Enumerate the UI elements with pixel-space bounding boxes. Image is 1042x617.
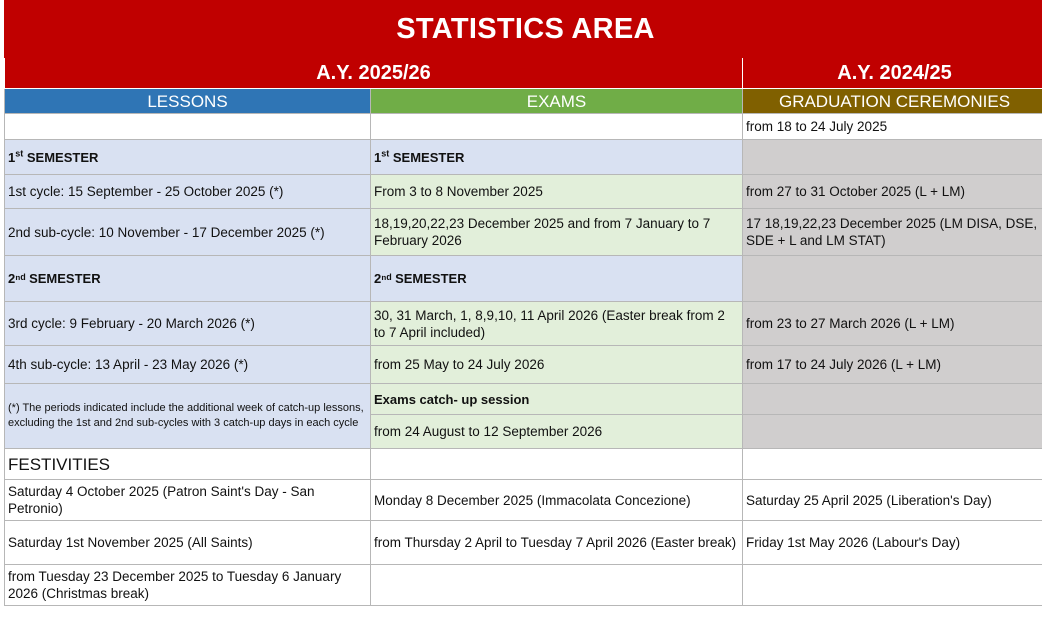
festivity-cell[interactable]: Saturday 4 October 2025 (Patron Saint's Day - San Petronio) xyxy=(5,480,371,521)
empty-cell[interactable] xyxy=(743,140,1042,175)
semester1-number: 1 xyxy=(374,149,382,165)
festivity-cell[interactable]: Saturday 1st November 2025 (All Saints) xyxy=(5,521,371,565)
graduation-header: GRADUATION CEREMONIES xyxy=(743,89,1042,114)
cycle3-cell[interactable]: 3rd cycle: 9 February - 20 March 2026 (*) xyxy=(5,302,371,346)
exams-header: EXAMS xyxy=(371,89,743,114)
semester1-exams-cell[interactable] xyxy=(371,140,743,175)
ay-previous-header: A.Y. 2024/25 xyxy=(743,58,1042,89)
festivity-cell[interactable]: Friday 1st May 2026 (Labour's Day) xyxy=(743,521,1042,565)
empty-cell[interactable] xyxy=(743,384,1042,415)
cycle1-cell[interactable]: 1st cycle: 15 September - 25 October 2025 (*) xyxy=(5,175,371,209)
empty-cell[interactable] xyxy=(743,256,1042,302)
festivities-label[interactable]: FESTIVITIES xyxy=(5,449,371,480)
semester1-sup: st xyxy=(381,148,390,159)
festivity-cell[interactable] xyxy=(743,565,1042,606)
semester1-number: 1 xyxy=(8,149,16,165)
note-cell[interactable]: (*) The periods indicated include the additional week of catch-up lessons, excluding the 1st and 2nd sub-cycles with 3 catch-up days in each cycle xyxy=(5,384,371,449)
semester2-sup: ⁿᵈ xyxy=(381,271,392,286)
exam2-cell[interactable]: 18,19,20,22,23 December 2025 and from 7 January to 7 February 2026 xyxy=(371,209,743,256)
subcycle2-cell[interactable]: 2nd sub-cycle: 10 November - 17 December 2025 (*) xyxy=(5,209,371,256)
semester1-label: SEMESTER xyxy=(389,149,465,165)
catchup-dates-cell[interactable]: from 24 August to 12 September 2026 xyxy=(371,415,743,449)
festivity-cell[interactable]: Saturday 25 April 2025 (Liberation's Day) xyxy=(743,480,1042,521)
semester2-label: SEMESTER xyxy=(391,271,467,286)
catchup-label-cell[interactable]: Exams catch- up session xyxy=(371,384,743,415)
semester2-label: SEMESTER xyxy=(25,271,101,286)
semester2-sup: ⁿᵈ xyxy=(15,271,26,286)
lessons-header: LESSONS xyxy=(5,89,371,114)
semester1-label: SEMESTER xyxy=(23,149,99,165)
page-title: STATISTICS AREA xyxy=(5,1,1042,58)
festivity-cell[interactable]: Monday 8 December 2025 (Immacolata Concezione) xyxy=(371,480,743,521)
festivity-cell[interactable] xyxy=(371,565,743,606)
grad4-cell[interactable]: from 17 to 24 July 2026 (L + LM) xyxy=(743,346,1042,384)
grad-july-cell[interactable]: from 18 to 24 July 2025 xyxy=(743,114,1042,140)
grad2-cell[interactable]: 17 18,19,22,23 December 2025 (LM DISA, DSE, SDE + L and LM STAT) xyxy=(743,209,1042,256)
semester2-lessons-cell[interactable] xyxy=(5,256,371,302)
empty-cell[interactable] xyxy=(371,114,743,140)
semester2-number: 2 xyxy=(374,271,382,286)
empty-cell[interactable] xyxy=(5,114,371,140)
semester2-number: 2 xyxy=(8,271,16,286)
festivity-cell[interactable]: from Thursday 2 April to Tuesday 7 April 2026 (Easter break) xyxy=(371,521,743,565)
empty-cell[interactable] xyxy=(743,449,1042,480)
empty-cell[interactable] xyxy=(371,449,743,480)
semester1-sup: st xyxy=(15,148,24,159)
ay-current-header: A.Y. 2025/26 xyxy=(5,58,743,89)
empty-cell[interactable] xyxy=(743,415,1042,449)
subcycle4-cell[interactable]: 4th sub-cycle: 13 April - 23 May 2026 (*) xyxy=(5,346,371,384)
calendar-table xyxy=(4,0,1042,606)
exam1-cell[interactable]: From 3 to 8 November 2025 xyxy=(371,175,743,209)
exam4-cell[interactable]: from 25 May to 24 July 2026 xyxy=(371,346,743,384)
semester2-exams-cell[interactable] xyxy=(371,256,743,302)
exam3-cell[interactable]: 30, 31 March, 1, 8,9,10, 11 April 2026 (Easter break from 2 to 7 April included) xyxy=(371,302,743,346)
grad1-cell[interactable]: from 27 to 31 October 2025 (L + LM) xyxy=(743,175,1042,209)
semester1-lessons-cell[interactable] xyxy=(5,140,371,175)
festivity-cell[interactable]: from Tuesday 23 December 2025 to Tuesday 6 January 2026 (Christmas break) xyxy=(5,565,371,606)
grad3-cell[interactable]: from 23 to 27 March 2026 (L + LM) xyxy=(743,302,1042,346)
